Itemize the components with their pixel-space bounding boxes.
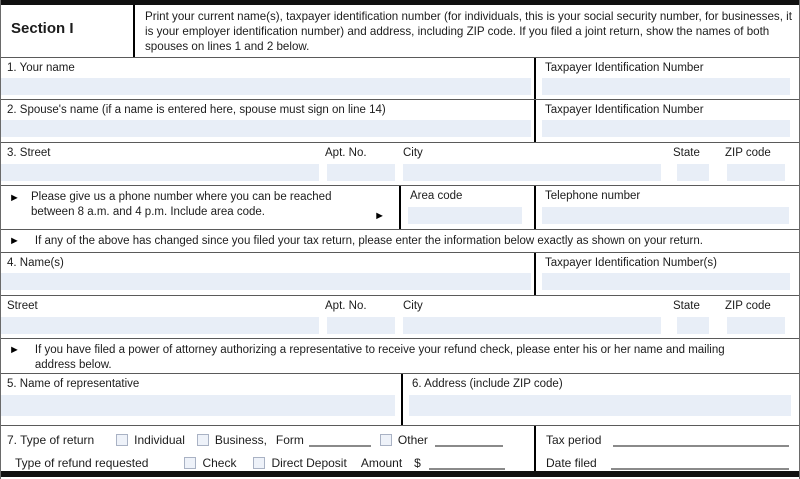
line6-label: 6. Address (include ZIP code) bbox=[412, 378, 563, 390]
address2-state-input[interactable] bbox=[677, 317, 709, 334]
zip-input[interactable] bbox=[727, 164, 785, 181]
changed-banner-text: If any of the above has changed since you filed your tax return, please enter the information below exactly as shown on your return. bbox=[34, 235, 703, 247]
section-title: Section I bbox=[1, 5, 135, 57]
city-input[interactable] bbox=[403, 164, 661, 181]
business-checkbox[interactable] bbox=[197, 434, 209, 446]
line3-row bbox=[1, 142, 799, 185]
line1-row bbox=[1, 57, 799, 99]
line1-tin-label: Taxpayer Identification Number bbox=[545, 62, 704, 74]
line1-label: 1. Your name bbox=[7, 62, 75, 74]
apt-input[interactable] bbox=[327, 164, 395, 181]
line7-left-cell bbox=[1, 426, 534, 471]
other-checkbox[interactable] bbox=[380, 434, 392, 446]
line1-tin-cell bbox=[534, 58, 799, 99]
state-input[interactable] bbox=[677, 164, 709, 181]
area-code-cell bbox=[399, 186, 534, 229]
section-instructions: Print your current name(s), taxpayer identification number (for individuals, this is your social security number, for businesses, it is your employer identification number) and address, including ZIP code. If you filed a joint return, show the names of both spouses on lines 1 and 2 below. bbox=[145, 10, 792, 53]
line4-label: 4. Name(s) bbox=[7, 257, 64, 269]
line4-tin-cell bbox=[534, 253, 799, 295]
business-label: Business, bbox=[214, 432, 267, 447]
phone-note-cell bbox=[1, 186, 399, 229]
line2-tin-label: Taxpayer Identification Number bbox=[545, 104, 704, 116]
line2-row bbox=[1, 99, 799, 142]
phone-note: Please give us a phone number where you can be reached between 8 a.m. and 4 p.m. Include area code. bbox=[31, 191, 332, 218]
address2-apt-input[interactable] bbox=[327, 317, 395, 334]
line7-label: 7. Type of return bbox=[7, 432, 95, 447]
address2-city-label: City bbox=[403, 300, 423, 312]
line2-label: 2. Spouse's name (if a name is entered here, spouse must sign on line 14) bbox=[7, 104, 386, 116]
address2-zip-label: ZIP code bbox=[725, 300, 771, 312]
header-row bbox=[1, 5, 799, 57]
line1-name-cell bbox=[1, 58, 534, 99]
representative-address-input[interactable] bbox=[409, 395, 791, 416]
pointer-icon: ► bbox=[374, 210, 385, 222]
line4-row bbox=[1, 252, 799, 295]
your-name-input[interactable] bbox=[1, 78, 531, 95]
line4-name-cell bbox=[1, 253, 534, 295]
address2-apt-label: Apt. No. bbox=[325, 300, 367, 312]
tax-period-label: Tax period bbox=[546, 432, 602, 447]
line4-tin-label: Taxpayer Identification Number(s) bbox=[545, 257, 717, 269]
pointer-icon: ► bbox=[9, 344, 20, 356]
line4-names-input[interactable] bbox=[1, 273, 531, 290]
address2-street-input[interactable] bbox=[1, 317, 319, 334]
telephone-cell bbox=[534, 186, 799, 229]
telephone-input[interactable] bbox=[542, 207, 789, 224]
line4-tin-input[interactable] bbox=[542, 273, 790, 290]
line7-row bbox=[1, 425, 799, 471]
spouse-name-input[interactable] bbox=[1, 120, 531, 137]
direct-deposit-label: Direct Deposit bbox=[271, 455, 347, 470]
line5-cell bbox=[1, 374, 401, 425]
line5-6-row bbox=[1, 373, 799, 425]
telephone-label: Telephone number bbox=[545, 190, 641, 202]
poa-banner-text: If you have filed a power of attorney authorizing a representative to receive your refund check, please enter his or her name and mailing address below. bbox=[34, 344, 725, 371]
line6-cell bbox=[401, 374, 799, 425]
amount-label: Amount bbox=[360, 455, 403, 470]
address2-street-label: Street bbox=[7, 300, 38, 312]
representative-name-input[interactable] bbox=[1, 395, 395, 416]
line2-name-cell bbox=[1, 100, 534, 142]
address2-city-input[interactable] bbox=[403, 317, 661, 334]
refund-type-label: Type of refund requested bbox=[15, 455, 149, 470]
line3-state-label: State bbox=[673, 147, 700, 159]
individual-checkbox[interactable] bbox=[116, 434, 128, 446]
line3-apt-label: Apt. No. bbox=[325, 147, 367, 159]
individual-label: Individual bbox=[134, 432, 185, 447]
form-number-input[interactable] bbox=[309, 434, 371, 447]
check-checkbox[interactable] bbox=[184, 457, 196, 469]
direct-deposit-checkbox[interactable] bbox=[253, 457, 265, 469]
address2-row bbox=[1, 295, 799, 338]
line3-street-label: 3. Street bbox=[7, 147, 51, 159]
address2-state-label: State bbox=[673, 300, 700, 312]
date-filed-label: Date filed bbox=[546, 455, 597, 470]
line2-tin-cell bbox=[534, 100, 799, 142]
area-code-label: Area code bbox=[410, 190, 463, 202]
line3-zip-label: ZIP code bbox=[725, 147, 771, 159]
line7-right-cell bbox=[534, 426, 799, 471]
check-label: Check bbox=[202, 455, 237, 470]
dollar-sign: $ bbox=[414, 455, 421, 470]
your-tin-input[interactable] bbox=[542, 78, 790, 95]
pointer-icon: ► bbox=[9, 235, 20, 247]
other-input[interactable] bbox=[435, 434, 503, 447]
street-input[interactable] bbox=[1, 164, 319, 181]
date-filed-input[interactable] bbox=[611, 457, 789, 470]
poa-banner bbox=[1, 338, 799, 373]
changed-banner bbox=[1, 229, 799, 252]
phone-row bbox=[1, 185, 799, 229]
line3-city-label: City bbox=[403, 147, 423, 159]
other-label: Other bbox=[397, 432, 428, 447]
pointer-icon: ► bbox=[9, 192, 20, 204]
tax-period-input[interactable] bbox=[613, 434, 789, 447]
area-code-input[interactable] bbox=[408, 207, 522, 224]
form-label: Form bbox=[275, 432, 304, 447]
address2-zip-input[interactable] bbox=[727, 317, 785, 334]
spouse-tin-input[interactable] bbox=[542, 120, 790, 137]
amount-input[interactable] bbox=[429, 457, 505, 470]
line5-label: 5. Name of representative bbox=[7, 378, 140, 390]
